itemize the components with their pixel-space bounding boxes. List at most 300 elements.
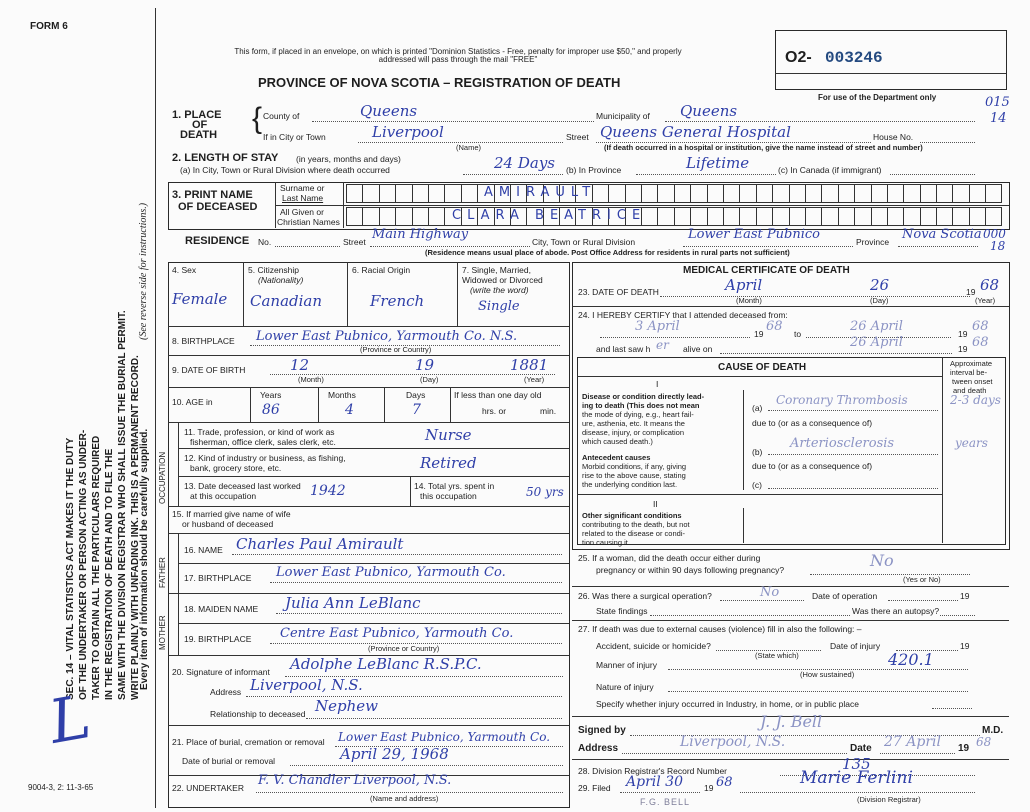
given-label-1: All Given or xyxy=(280,207,324,217)
row-15-divider xyxy=(168,533,569,534)
nature-label: Nature of injury xyxy=(596,682,654,692)
residence-city-value[interactable]: Lower East Pubnico xyxy=(688,227,820,242)
last-worked-label-1: 13. Date deceased last worked xyxy=(184,481,301,491)
age-years-value[interactable]: 86 xyxy=(262,402,280,418)
father-side-label: FATHER xyxy=(158,557,167,588)
letter-box xyxy=(739,184,755,203)
dob-year[interactable]: 1881 xyxy=(510,356,549,374)
birthplace-caption: (Province or Country) xyxy=(360,345,432,354)
residence-label: RESIDENCE xyxy=(185,235,250,247)
operation-date-label: Date of operation xyxy=(812,591,878,601)
mother-maiden-line xyxy=(276,613,562,614)
industry-injury-line xyxy=(932,708,972,709)
residence-province-line xyxy=(898,246,978,247)
section-ii-divider xyxy=(577,494,942,495)
md-label: M.D. xyxy=(982,725,1004,736)
record-number-value[interactable]: 135 xyxy=(842,755,871,773)
informant-signature-value[interactable]: Adolphe LeBlanc R.S.P.C. xyxy=(290,655,482,673)
age-label: 10. AGE in xyxy=(172,397,213,407)
burial-date-value[interactable]: April 29, 1968 xyxy=(340,745,449,763)
industry-value[interactable]: Retired xyxy=(420,454,477,472)
cause-a-value[interactable]: Coronary Thrombosis xyxy=(776,393,908,407)
pregnancy-value[interactable]: No xyxy=(870,551,894,570)
birthplace-value[interactable]: Lower East Pubnico, Yarmouth Co. N.S. xyxy=(256,329,518,344)
disease-label-6: which caused death.) xyxy=(582,437,653,446)
to-year-prefix: 19 xyxy=(958,329,968,339)
disease-label-1: Disease or condition directly lead- xyxy=(582,392,705,401)
row-8-divider xyxy=(168,355,569,356)
physician-address-line xyxy=(622,753,847,754)
certificate-year[interactable]: 68 xyxy=(976,735,992,749)
informant-address-line xyxy=(246,696,562,697)
row-4-divider xyxy=(168,326,569,327)
informant-relationship-value[interactable]: Nephew xyxy=(315,697,378,715)
record-number-label: 28. Division Registrar's Record Number xyxy=(578,766,728,776)
sex-label: 4. Sex xyxy=(172,265,197,275)
certificate-year-prefix: 19 xyxy=(958,743,970,754)
other-label-4: tion causing it. xyxy=(582,538,630,547)
mother-side-divider xyxy=(178,593,179,655)
registration-prefix: O2- xyxy=(785,49,812,66)
letter-box xyxy=(674,184,690,203)
letter-box xyxy=(854,184,870,203)
row-23-divider xyxy=(572,306,1009,307)
father-name-label: 16. NAME xyxy=(184,545,223,555)
stay-a-value[interactable]: 24 Days xyxy=(494,154,555,172)
alive-year[interactable]: 68 xyxy=(972,335,989,350)
disease-label-5: disease, injury, or complication xyxy=(582,428,684,437)
interval-a-value[interactable]: 2-3 days xyxy=(950,393,1001,407)
undertaker-label: 22. UNDERTAKER xyxy=(172,783,244,793)
from-line xyxy=(600,337,750,338)
stay-sub-label: (in years, months and days) xyxy=(296,154,401,164)
citizenship-label: 5. Citizenship xyxy=(248,265,300,275)
undertaker-value[interactable]: F. V. Chandler Liverpool, N.S. xyxy=(258,773,452,788)
cause-label-divider xyxy=(743,390,744,490)
city-name-caption: (Name) xyxy=(456,143,482,152)
racial-value[interactable]: French xyxy=(370,292,425,310)
letter-box xyxy=(952,207,968,226)
letter-box xyxy=(428,207,444,226)
death-month-caption: (Month) xyxy=(736,296,762,305)
department-code-1: 015 xyxy=(985,95,1010,110)
letter-box xyxy=(412,184,428,203)
letter-box xyxy=(428,184,444,203)
letter-box xyxy=(707,207,723,226)
county-value[interactable]: Queens xyxy=(360,102,418,120)
other-label-1: Other significant conditions xyxy=(582,511,682,520)
marital-label-2: Widowed or Divorced xyxy=(462,275,543,285)
father-name-value[interactable]: Charles Paul Amirault xyxy=(236,535,404,553)
letter-box xyxy=(871,184,887,203)
row-16-divider xyxy=(178,563,569,564)
stay-c-line xyxy=(890,174,975,175)
undertaker-line xyxy=(256,792,563,793)
residence-code-2: 18 xyxy=(990,239,1006,253)
death-year-prefix: 19 xyxy=(966,287,976,297)
place-brace: { xyxy=(252,102,263,135)
physician-address-label: Address xyxy=(578,743,619,754)
municipality-line xyxy=(665,121,975,122)
registrar-line xyxy=(740,792,975,793)
certificate-date-value[interactable]: 27 April xyxy=(884,734,941,750)
alive-on-value[interactable]: 26 April xyxy=(850,335,903,350)
stay-b-value[interactable]: Lifetime xyxy=(686,154,750,172)
letter-box xyxy=(674,207,690,226)
trade-label-1: 11. Trade, profession, or kind of work as xyxy=(184,427,335,437)
row-25-divider xyxy=(572,586,1009,587)
alive-on-label: alive on xyxy=(683,344,713,354)
surname-letter-boxes xyxy=(346,184,1002,203)
trade-label-2: fisherman, office clerk, sales clerk, etc. xyxy=(190,437,336,447)
age-divider-3 xyxy=(384,387,385,422)
filed-year[interactable]: 68 xyxy=(716,775,733,790)
mailing-notice: This form, if placed in an envelope, on which is printed "Dominion Statistics - Free, penalty for improper use $50," and properly addressed will pass through the mail "FREE" xyxy=(234,47,682,64)
form-code: 9004-3, 2: 11-3-65 xyxy=(28,783,94,792)
industry-injury-label: Specify whether injury occurred in Industry, in home, or in public place xyxy=(596,699,859,709)
letter-box xyxy=(346,207,362,226)
letter-box xyxy=(641,184,657,203)
last-saw-sex[interactable]: er xyxy=(656,338,669,352)
residence-province-value[interactable]: Nova Scotia xyxy=(902,227,982,242)
undertaker-caption: (Name and address) xyxy=(370,794,439,803)
sex-value[interactable]: Female xyxy=(172,290,228,308)
given-label-2: Christian Names xyxy=(277,217,340,227)
residence-note: (Residence means usual place of abode. Post Office Address for residents in rural parts not sufficient) xyxy=(425,248,790,257)
letter-box xyxy=(723,184,739,203)
letter-box xyxy=(657,207,673,226)
trade-value[interactable]: Nurse xyxy=(425,426,472,444)
letter-box xyxy=(969,207,985,226)
surname-value[interactable]: AMIRAULT xyxy=(484,185,597,200)
antecedent-label-4: the underlying condition last. xyxy=(582,480,678,489)
signature-divider xyxy=(572,759,1009,760)
other-label-3: related to the disease or condi- xyxy=(582,529,685,538)
residence-street-value[interactable]: Main Highway xyxy=(372,227,469,242)
letter-box xyxy=(903,184,919,203)
letter-box xyxy=(690,184,706,203)
citizenship-sub: (Nationality) xyxy=(258,275,304,285)
municipality-value[interactable]: Queens xyxy=(680,102,738,120)
dob-month-caption: (Month) xyxy=(298,375,324,384)
letter-box xyxy=(969,184,985,203)
interval-label-4: and death xyxy=(953,386,987,395)
pregnancy-label-1: 25. If a woman, did the death occur either during xyxy=(578,553,761,563)
letter-box xyxy=(395,184,411,203)
due-to-2: due to (or as a consequence of) xyxy=(752,461,873,471)
row-12-divider xyxy=(178,476,569,477)
letter-box xyxy=(461,184,477,203)
letter-box xyxy=(723,207,739,226)
total-years-label-2: this occupation xyxy=(420,491,477,501)
county-line xyxy=(312,121,594,122)
death-month[interactable]: April xyxy=(725,276,763,294)
letter-box xyxy=(756,207,772,226)
row-20-divider xyxy=(168,725,569,726)
date-of-death-label: 23. DATE OF DEATH xyxy=(578,287,659,297)
father-birthplace-line xyxy=(270,582,562,583)
letter-box xyxy=(379,207,395,226)
letter-box xyxy=(805,207,821,226)
hrs-label: hrs. or xyxy=(482,406,507,416)
letter-box xyxy=(887,184,903,203)
cause-a-prefix: (a) xyxy=(752,403,763,413)
municipality-label: Municipality of xyxy=(596,111,650,121)
dob-day-caption: (Day) xyxy=(420,375,439,384)
surgery-line xyxy=(720,600,804,601)
spouse-label-1: 15. If married give name of wife xyxy=(172,509,291,519)
injury-date-label: Date of injury xyxy=(830,641,881,651)
burial-date-label: Date of burial or removal xyxy=(182,756,276,766)
interval-label-3: tween onset xyxy=(952,377,993,386)
section-ii: II xyxy=(653,499,658,509)
surname-label-2: Last Name xyxy=(282,193,324,203)
spouse-label-2: or husband of deceased xyxy=(182,519,274,529)
death-year[interactable]: 68 xyxy=(980,276,1000,294)
dob-month[interactable]: 12 xyxy=(290,356,310,374)
age-days-value[interactable]: 7 xyxy=(412,402,421,418)
cause-b-line xyxy=(768,454,938,455)
autopsy-line xyxy=(940,615,975,616)
letter-box xyxy=(920,184,936,203)
mother-birthplace-value[interactable]: Centre East Pubnico, Yarmouth Co. xyxy=(280,626,514,641)
stay-a-line xyxy=(463,174,563,175)
letter-box xyxy=(657,184,673,203)
father-birthplace-label: 17. BIRTHPLACE xyxy=(184,573,252,583)
letter-box xyxy=(985,207,1001,226)
instructions-note: (See reverse side for instructions.) xyxy=(138,202,149,340)
department-use-label: For use of the Department only xyxy=(818,93,937,102)
external-causes-label: 27. If death was due to external causes (violence) fill in also the following: – xyxy=(578,624,862,634)
hospital-note: (If death occurred in a hospital or institution, give the name instead of street and number) xyxy=(604,143,923,152)
birthplace-label: 8. BIRTHPLACE xyxy=(172,336,235,346)
city-value[interactable]: Liverpool xyxy=(372,123,444,141)
mother-birthplace-label: 19. BIRTHPLACE xyxy=(184,634,252,644)
age-years-label: Years xyxy=(260,390,282,400)
surgery-value[interactable]: No xyxy=(760,585,780,600)
how-sustained-caption: (How sustained) xyxy=(800,670,855,679)
row-10-divider xyxy=(168,422,569,423)
letter-box xyxy=(395,207,411,226)
from-year[interactable]: 68 xyxy=(766,319,783,334)
registrar-signature[interactable]: Marie Ferlini xyxy=(800,768,913,788)
manner-code[interactable]: 420.1 xyxy=(888,650,934,669)
age-divider-1 xyxy=(250,387,251,422)
marital-label-3: (write the word) xyxy=(470,285,529,295)
vital-statistics-notice-6: WRITE PLAINLY WITH UNFADING INK. THIS IS A PERMANENT RECORD. xyxy=(130,355,141,700)
name-label-1: 3. PRINT NAME xyxy=(172,189,253,201)
last-worked-label-2: at this occupation xyxy=(190,491,257,501)
cause-title-divider xyxy=(577,376,942,377)
letter-box xyxy=(821,184,837,203)
registrar-caption: (Division Registrar) xyxy=(857,795,921,804)
cause-b-prefix: (b) xyxy=(752,447,763,457)
occupation-side-divider xyxy=(178,422,179,506)
name-row-divider xyxy=(275,205,1009,206)
alive-on-line xyxy=(720,353,952,354)
residence-street-line xyxy=(370,246,530,247)
attended-to[interactable]: 26 April xyxy=(850,319,903,334)
dob-year-caption: (Year) xyxy=(524,375,545,384)
city-label: If in City or Town xyxy=(263,132,326,142)
informant-address-value[interactable]: Liverpool, N.S. xyxy=(250,676,363,694)
information-note: Every item of information should be carefully supplied. xyxy=(139,428,150,690)
industry-label-1: 12. Kind of industry or business, as fishing, xyxy=(184,453,346,463)
letter-box xyxy=(362,184,378,203)
physician-signature[interactable]: J. J. Bell xyxy=(760,712,823,731)
burial-place-value[interactable]: Lower East Pubnico, Yarmouth Co. xyxy=(338,730,551,744)
disease-label-3: the mode of dying, e.g., heart fail- xyxy=(582,410,694,419)
letter-box xyxy=(707,184,723,203)
age-months-value[interactable]: 4 xyxy=(345,402,354,418)
filed-value[interactable]: April 30 xyxy=(626,774,683,790)
stay-b-label: (b) In Province xyxy=(566,165,622,175)
last-worked-value[interactable]: 1942 xyxy=(310,483,346,499)
nature-line xyxy=(668,691,968,692)
burial-place-label: 21. Place of burial, cremation or removal xyxy=(172,737,325,747)
given-names-value[interactable]: CLARA BEATRICE xyxy=(452,208,647,223)
vital-statistics-notice-3: TAKER TO OBTAIN ALL THE PARTICULARS REQUIRED xyxy=(91,435,102,700)
mother-maiden-value[interactable]: Julia Ann LeBlanc xyxy=(285,594,421,612)
certificate-date-line xyxy=(880,753,955,754)
letter-box xyxy=(608,184,624,203)
marital-value[interactable]: Single xyxy=(478,299,520,314)
registrar-stamp: F.G. BELL xyxy=(640,797,691,807)
operation-date-line xyxy=(888,600,958,601)
letter-box xyxy=(920,207,936,226)
autopsy-label: Was there an autopsy? xyxy=(852,606,940,616)
pregnancy-label-2: pregnancy or within 90 days following pregnancy? xyxy=(596,565,785,575)
burial-date-line xyxy=(290,765,563,766)
letter-box xyxy=(936,184,952,203)
age-divider-2 xyxy=(318,387,319,422)
mother-side-label: MOTHER xyxy=(158,615,167,650)
letter-box xyxy=(838,184,854,203)
racial-label: 6. Racial Origin xyxy=(352,265,411,275)
row-11-divider xyxy=(178,448,569,449)
informant-signature-label: 20. Signature of informant xyxy=(172,667,270,677)
attended-from[interactable]: 3 April xyxy=(635,319,680,334)
death-day[interactable]: 26 xyxy=(870,276,890,294)
disease-label-2: ing to death (This does not mean xyxy=(582,401,700,410)
residence-no-label: No. xyxy=(258,237,272,247)
vital-statistics-notice-1: SEC. 14 – VITAL STATISTICS ACT MAKES IT THE DUTY xyxy=(65,437,76,700)
letter-box xyxy=(444,184,460,203)
medical-certificate-title: MEDICAL CERTIFICATE OF DEATH xyxy=(683,265,850,276)
dob-label: 9. DATE OF BIRTH xyxy=(172,365,246,375)
pregnancy-caption: (Yes or No) xyxy=(903,575,941,584)
min-label: min. xyxy=(540,406,557,416)
filed-label: 29. Filed xyxy=(578,783,611,793)
residence-city-line xyxy=(683,246,853,247)
age-days-label: Days xyxy=(406,390,426,400)
vital-statistics-notice-2: OF THE UNDERTAKER OR PERSON ACTING AS UNDER- xyxy=(78,429,89,700)
place-label-2: OF xyxy=(192,119,208,131)
industry-label-2: bank, grocery store, etc. xyxy=(190,463,282,473)
residence-province-label: Province xyxy=(856,237,890,247)
department-code-2: 14 xyxy=(990,111,1007,126)
letter-box xyxy=(789,184,805,203)
reg-box-divider xyxy=(775,73,1006,74)
death-day-caption: (Day) xyxy=(870,296,889,305)
letter-box xyxy=(412,207,428,226)
letter-box xyxy=(821,207,837,226)
operation-year-prefix: 19 xyxy=(960,591,970,601)
stay-label: 2. LENGTH OF STAY xyxy=(172,152,279,164)
residence-no-line xyxy=(275,246,340,247)
street-value[interactable]: Queens General Hospital xyxy=(600,123,791,141)
total-years-value[interactable]: 50 yrs xyxy=(526,485,564,499)
total-years-label-1: 14. Total yrs. spent in xyxy=(414,481,495,491)
interval-label-1: Approximate xyxy=(950,359,993,368)
letter-box xyxy=(379,184,395,203)
manner-label: Manner of injury xyxy=(596,660,657,670)
letter-box xyxy=(346,184,362,203)
citizenship-value[interactable]: Canadian xyxy=(250,292,323,310)
letter-box xyxy=(756,184,772,203)
racial-divider xyxy=(457,262,458,326)
interval-divider xyxy=(942,357,943,543)
informant-relationship-label: Relationship to deceased xyxy=(210,709,306,719)
cause-c-prefix: (c) xyxy=(752,480,762,490)
marital-label-1: 7. Single, Married, xyxy=(462,265,531,275)
father-birthplace-value[interactable]: Lower East Pubnico, Yarmouth Co. xyxy=(276,565,506,580)
mother-maiden-label: 18. MAIDEN NAME xyxy=(184,604,259,614)
letter-box xyxy=(625,184,641,203)
place-label-1: 1. PLACE xyxy=(172,109,222,121)
antecedent-label-3: rise to the above cause, stating xyxy=(582,471,686,480)
letter-box xyxy=(854,207,870,226)
name-label-2: OF DECEASED xyxy=(178,201,258,213)
letter-box xyxy=(887,207,903,226)
margin-rule xyxy=(155,8,156,808)
state-which-caption: (State which) xyxy=(755,651,799,660)
stay-c-label: (c) In Canada (if immigrant) xyxy=(778,165,882,175)
vital-statistics-notice-4: IN THE REGISTRATION OF DEATH AND TO FILE THE xyxy=(104,448,115,700)
street-label: Street xyxy=(566,132,589,142)
vital-statistics-notice-5: SAME WITH THE DIVISION REGISTRAR WHO SHALL ISSUE THE BURIAL PERMIT. xyxy=(117,310,128,700)
interval-label-2: interval be- xyxy=(950,368,988,377)
letter-box xyxy=(952,184,968,203)
other-label-2: contributing to the death, but not xyxy=(582,520,690,529)
to-year[interactable]: 68 xyxy=(972,319,989,334)
pregnancy-line xyxy=(810,574,970,575)
surgery-label: 26. Was there a surgical operation? xyxy=(578,591,712,601)
county-label: County of xyxy=(263,111,300,121)
other-conditions-divider xyxy=(743,508,744,543)
form-number: FORM 6 xyxy=(30,21,68,32)
letter-box xyxy=(936,207,952,226)
letter-box xyxy=(739,207,755,226)
antecedent-label-1: Antecedent causes xyxy=(582,453,651,462)
filed-year-prefix: 19 xyxy=(704,783,714,793)
cause-title: CAUSE OF DEATH xyxy=(718,362,807,373)
from-year-prefix: 19 xyxy=(754,329,764,339)
interval-b-value[interactable]: years xyxy=(955,436,988,450)
cause-a-line xyxy=(768,410,938,411)
letter-box xyxy=(871,207,887,226)
antecedent-label-2: Morbid conditions, if any, giving xyxy=(582,462,687,471)
letter-box xyxy=(838,207,854,226)
death-year-caption: (Year) xyxy=(975,296,996,305)
dob-day[interactable]: 19 xyxy=(415,356,435,374)
residence-street-label: Street xyxy=(343,237,366,247)
row-14-divider xyxy=(168,506,569,507)
cause-b-value[interactable]: Arteriosclerosis xyxy=(790,436,895,451)
physician-address-value[interactable]: Liverpool, N.S. xyxy=(680,734,786,750)
house-label: House No. xyxy=(873,132,914,142)
letter-box xyxy=(789,207,805,226)
